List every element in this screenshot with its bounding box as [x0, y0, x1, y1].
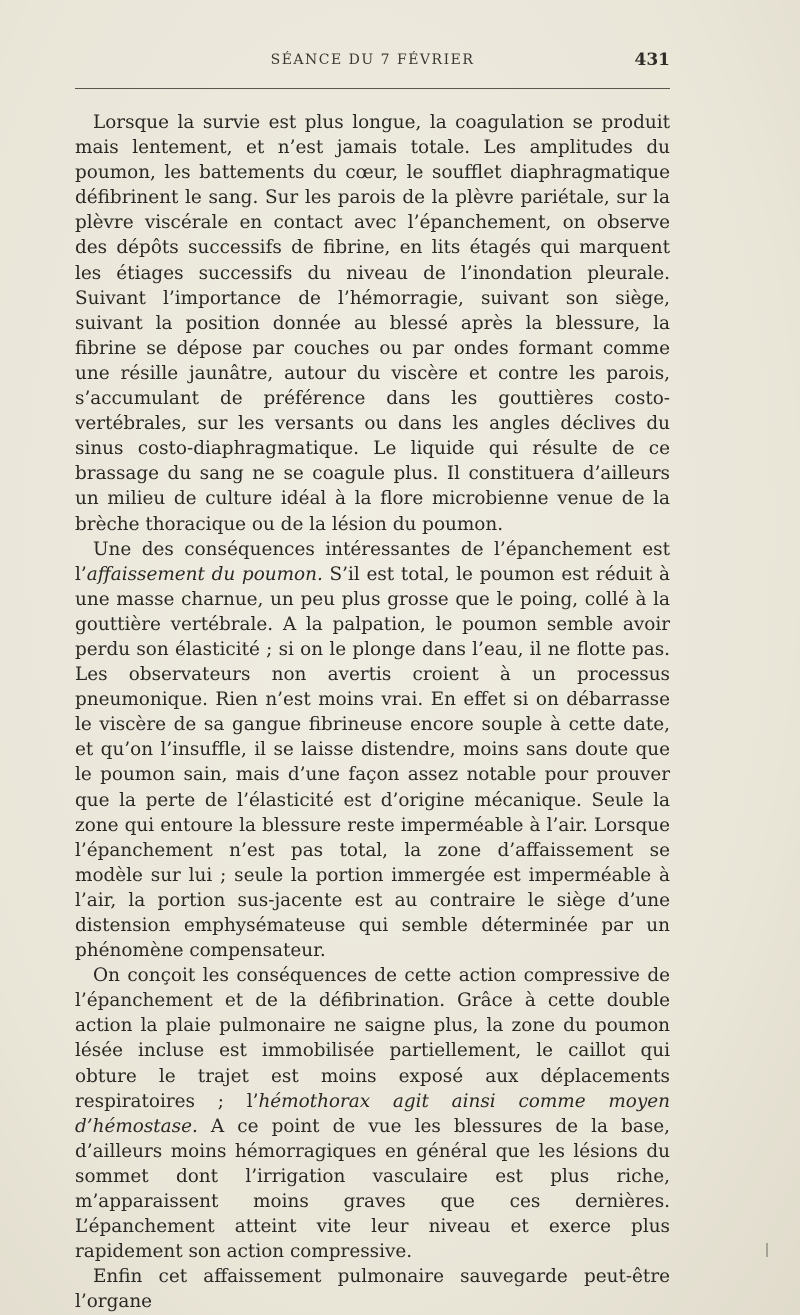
page-header — [75, 52, 670, 76]
paragraph-text: Enfin cet affaissement pulmonaire sauvegarde peut-être l’organe — [75, 1266, 670, 1313]
paragraph-affaissement — [75, 537, 670, 964]
paper-speck — [766, 1243, 768, 1257]
paragraph-coagulation — [75, 110, 670, 537]
emphasis-hemothorax: hémothorax agit ainsi comme moyen d’hémostase. — [75, 1090, 670, 1137]
paragraph-consequences — [75, 963, 670, 1264]
paragraph-enfin — [75, 1264, 670, 1314]
page-number: 431 — [634, 50, 670, 70]
emphasis-affaissement: affaissement du poumon. — [86, 563, 323, 585]
paragraph-text: On conçoit les conséquences de cette action compressive de l’épanchement et de la défibrination. Grâce à cette double action la plaie pulmonaire ne saigne plus, la zone du poumon lésée incluse est immobilisée partiellement, le caillot qui obture le trajet est moins exposé aux déplacements respiratoires ; l’ — [75, 965, 670, 1112]
paragraph-text: Une des conséquences intéressantes de l’épanchement est l’ — [75, 538, 670, 585]
paragraph-text: A ce point de vue les blessures de la base, d’ailleurs moins hémorragiques en général que les lésions du sommet dont l’irrigation vasculaire est plus riche, m’apparaissent moins graves que ces dernières. L’épanchement atteint vite leur niveau et exerce plus rapidement son action compressive. — [75, 1115, 670, 1263]
running-title: SÉANCE DU 7 FÉVRIER — [270, 52, 475, 68]
paragraph-text: Lorsque la survie est plus longue, la coagulation se produit mais lentement, et n’est jamais totale. Les amplitudes du poumon, les battements du cœur, le soufflet diaphragmatique défibrinent le sang. Sur les parois de la plèvre pariétale, sur la plèvre viscérale en contact avec l’épanchement, on observe des dépôts successifs de fibrine, en lits étagés qui marquent les étiages successifs du niveau de l’inondation pleurale. Suivant l’importance de l’hémorragie, suivant son siège, suivant la position donnée au blessé après la blessure, la fibrine se dépose par couches ou par ondes formant comme une résille jaunâtre, autour du viscère et contre les parois, s’accumulant de préférence dans les gouttières costo-vertébrales, sur les versants ou dans les angles déclives du sinus costo-diaphragmatique. Le liquide qui résulte de ce brassage du sang ne se coagule plus. Il constituera d’ailleurs un milieu de culture idéal à la flore microbienne venue de la brèche thoracique ou de la lésion du poumon. — [75, 112, 670, 535]
paragraph-text: S’il est total, le poumon est réduit à une masse charnue, un peu plus grosse que le poing, collé à la gouttière vertébrale. A la palpation, le poumon semble avoir perdu son élasticité ; si on le plonge dans l’eau, il ne flotte pas. Les observateurs non avertis croient à un processus pneumonique. Rien n’est moins vrai. En effet si on débarrasse le viscère de sa gangue fibrineuse encore souple à cette date, et qu’on l’insuffle, il se laisse distendre, moins sans doute que le poumon sain, mais d’une façon assez notable pour prouver que la perte de l’élasticité est d’origine mécanique. Seule la zone qui entoure la blessure reste imperméable à l’air. Lorsque l’épanchement n’est pas total, la zone d’affaissement se modèle sur lui ; seule la portion immergée est imperméable à l’air, la portion sus-jacente est au contraire le siège d’une distension emphysémateuse qui semble déterminée par un phénomène compensateur. — [75, 563, 671, 962]
header-rule — [75, 88, 670, 89]
body-text — [75, 110, 670, 1315]
